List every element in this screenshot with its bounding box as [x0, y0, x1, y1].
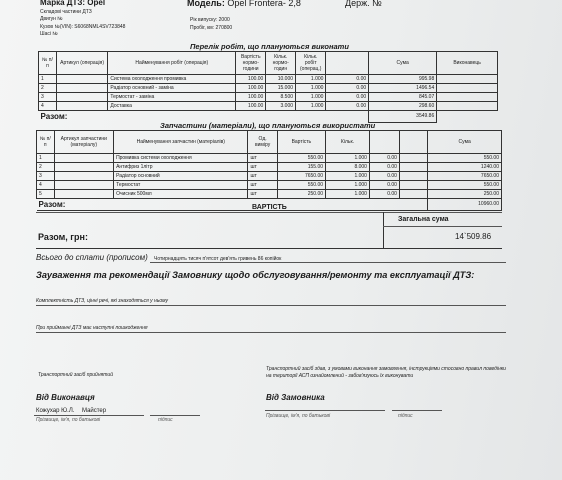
cell-sum: 550.00 — [428, 181, 502, 190]
cell-qty: 1.000 — [296, 84, 326, 93]
cell-price: 100.00 — [236, 75, 266, 84]
table-row — [39, 84, 498, 93]
year-row — [190, 17, 230, 23]
chassis-label: Шасі № — [40, 31, 58, 37]
cell-qty: 1.000 — [296, 75, 326, 84]
cell-name: Промивка системи охолодження — [114, 154, 248, 163]
cell-qty: 1.000 — [296, 93, 326, 102]
parts-table — [36, 130, 502, 211]
cell-n: 5 — [37, 190, 55, 199]
cell-empty — [399, 154, 427, 163]
razom-label: Разом, грн: — [38, 232, 88, 242]
cell-empty — [399, 190, 427, 199]
cell-name: Доставка — [108, 102, 236, 111]
cell-n: 2 — [37, 163, 55, 172]
cell-sum: 250.00 — [428, 190, 502, 199]
cell-n: 4 — [37, 181, 55, 190]
table-row — [39, 93, 498, 102]
executor-label: Від Виконавця — [36, 393, 95, 402]
works-total-label: Разом: — [39, 111, 369, 123]
cell-name: Очисник 500мл — [114, 190, 248, 199]
works-header-row — [39, 52, 498, 75]
remarks-title: Зауваження та рекомендації Замовнику щодо обслуговування/ремонту та експлуатації ДТЗ: — [36, 270, 475, 280]
works-col-header: Кільк. нормо-годин — [266, 52, 296, 75]
year-value: 2000 — [218, 17, 230, 23]
mileage-value: 270800 — [215, 25, 233, 31]
total-sum-label: Загальна сума — [398, 216, 449, 223]
cell-n: 1 — [39, 75, 57, 84]
cell-disc: 0.00 — [326, 84, 369, 93]
works-col-header: Сума — [369, 52, 437, 75]
body-row — [40, 24, 125, 30]
cell-hours: 3.000 — [266, 102, 296, 111]
right-note: Транспортний засіб здав, з умовами виконання замовлення, інструкціями стосовно правил поведінки на території АСП ознайомлений - забов'язуюсь їх виконувати — [266, 366, 506, 379]
cell-sum: 1240.00 — [428, 163, 502, 172]
cell-name: Термостат — [114, 181, 248, 190]
cell-sum: 1496.54 — [369, 84, 437, 93]
table-row — [39, 102, 498, 111]
cell-sum: 298.60 — [369, 102, 437, 111]
parts-col-header — [369, 131, 399, 154]
works-col-header — [326, 52, 369, 75]
cell-name: Термостат - заміна — [108, 93, 236, 102]
cell-code — [56, 75, 108, 84]
cell-disc: 0.00 — [326, 93, 369, 102]
damage-line — [36, 332, 506, 333]
cell-sum: 550.00 — [428, 154, 502, 163]
cell-disc: 0.00 — [326, 102, 369, 111]
cell-code — [54, 163, 113, 172]
cell-code — [56, 102, 108, 111]
cell-price: 100.00 — [236, 93, 266, 102]
mileage-label: Пробіг, км: — [190, 25, 215, 31]
words-label: Всього до сплати (прописом) — [36, 253, 148, 262]
brand-label: Марка ДТЗ: — [40, 0, 86, 7]
cost-sum-divider — [383, 226, 502, 227]
complect-label: Комплектність ДТЗ, цінні речі, які знаходяться у ньому — [36, 298, 169, 304]
cell-price: 100.00 — [236, 84, 266, 93]
parts-col-header: Кільк. — [326, 131, 370, 154]
parts-total-label: Разом: — [37, 199, 428, 211]
table-row — [37, 154, 502, 163]
complect-line — [36, 305, 506, 306]
works-col-header: № п/п — [39, 52, 57, 75]
model-value: Opel Frontera- 2,8 — [227, 0, 301, 8]
table-row — [39, 75, 498, 84]
works-col-header: Виконавець — [437, 52, 498, 75]
executor-sign-line — [150, 415, 200, 416]
left-note: Транспортний засіб прийнятий — [38, 372, 113, 378]
customer-label: Від Замовника — [266, 393, 325, 402]
cell-price: 155.00 — [277, 163, 325, 172]
cell-price: 550.00 — [277, 154, 325, 163]
customer-fio-line — [265, 410, 385, 411]
cell-n: 3 — [39, 93, 57, 102]
works-col-header: Кільк. робіт (операц.) — [296, 52, 326, 75]
table-row — [37, 163, 502, 172]
cell-disc: 0.00 — [369, 172, 399, 181]
cell-empty — [399, 172, 427, 181]
works-col-header: Найменування робіт (операція) — [108, 52, 236, 75]
cell-empty — [399, 163, 427, 172]
cell-code — [56, 84, 108, 93]
cell-disc: 0.00 — [326, 75, 369, 84]
dept-label: Складові частини ДТЗ — [40, 9, 92, 15]
year-label: Рік випуску: — [190, 17, 218, 23]
fio-caption-right: Прізвище, ім'я, по батькові — [266, 413, 331, 419]
model-label: Модель: — [187, 0, 225, 8]
body-label: Кузов №(VIN): — [40, 24, 73, 30]
cell-executor — [437, 75, 498, 84]
parts-title: Запчастини (матеріали), що плануються використати — [160, 121, 376, 130]
customer-sign-line — [392, 410, 442, 411]
parts-col-header: Найменування запчастин (матеріалів) — [114, 131, 248, 154]
cell-code — [54, 172, 113, 181]
cell-name: Антифриз 1літр — [114, 163, 248, 172]
cell-n: 2 — [39, 84, 57, 93]
model-row — [187, 0, 301, 8]
cell-name: Система охолодження промивка — [108, 75, 236, 84]
cell-code — [54, 181, 113, 190]
cell-code — [54, 154, 113, 163]
parts-col-header: № п/п — [37, 131, 55, 154]
brand-row — [40, 0, 105, 7]
damage-label: При прийманні ДТЗ має наступні пошкодження — [36, 325, 148, 331]
cell-qty: 1.000 — [326, 172, 370, 181]
words-line — [150, 262, 506, 263]
cell-price: 550.00 — [277, 181, 325, 190]
works-col-header: Вартість нормо-години — [236, 52, 266, 75]
works-table — [38, 51, 498, 123]
cell-qty: 1.000 — [326, 154, 370, 163]
parts-total-value: 10960.00 — [428, 199, 502, 211]
cell-n: 3 — [37, 172, 55, 181]
cell-price: 250.00 — [277, 190, 325, 199]
cell-unit: шт — [248, 163, 277, 172]
cell-qty: 1.000 — [296, 102, 326, 111]
cell-hours: 8.500 — [266, 93, 296, 102]
cell-qty: 1.000 — [326, 190, 370, 199]
parts-col-header: Од. виміру — [248, 131, 277, 154]
table-row — [37, 172, 502, 181]
cell-price: 100.00 — [236, 102, 266, 111]
parts-col-header: Артикул запчастини (матеріалу) — [54, 131, 113, 154]
engine-label: Двигун № — [40, 16, 63, 22]
cell-executor — [437, 102, 498, 111]
cell-disc: 0.00 — [369, 154, 399, 163]
fio-caption-left: Прізвище, ім'я, по батькові — [36, 417, 101, 423]
plate-label: Держ. № — [345, 0, 382, 8]
cell-sum: 7650.00 — [428, 172, 502, 181]
parts-col-header — [399, 131, 427, 154]
cell-empty — [399, 181, 427, 190]
cell-name: Радіатор основний - заміна — [108, 84, 236, 93]
works-title: Перелік робіт, що плануються виконати — [190, 42, 349, 51]
cell-executor — [437, 93, 498, 102]
cell-name: Радіатор основний — [114, 172, 248, 181]
body-value: S6068NML4SV723848 — [74, 24, 126, 30]
cell-code — [56, 93, 108, 102]
parts-col-header: Вартість — [277, 131, 325, 154]
cell-disc: 0.00 — [369, 190, 399, 199]
cell-disc: 0.00 — [369, 163, 399, 172]
cell-unit: шт — [248, 172, 277, 181]
cell-unit: шт — [248, 154, 277, 163]
works-col-header: Артикул (операція) — [56, 52, 108, 75]
cell-sum: 845.07 — [369, 93, 437, 102]
executor-name: Кожухар Ю.Л. — [36, 408, 75, 414]
table-row — [37, 181, 502, 190]
sign-caption-right: підпис — [398, 413, 413, 419]
words-value: Чотирнадцять тисяч п'ятсот дев'ять гривень 86 копійок — [154, 256, 282, 262]
sign-caption-left: підпис — [158, 417, 173, 423]
cell-unit: шт — [248, 190, 277, 199]
cell-unit: шт — [248, 181, 277, 190]
cell-qty: 8.000 — [326, 163, 370, 172]
cell-n: 1 — [37, 154, 55, 163]
cell-n: 4 — [39, 102, 57, 111]
cell-executor — [437, 84, 498, 93]
cell-hours: 15.000 — [266, 84, 296, 93]
parts-col-header: Сума — [428, 131, 502, 154]
cost-title: ВАРТІСТЬ — [252, 204, 287, 211]
cell-disc: 0.00 — [369, 181, 399, 190]
cell-code — [54, 190, 113, 199]
executor-fio-line — [34, 415, 144, 416]
cell-sum: 995.98 — [369, 75, 437, 84]
table-row — [37, 190, 502, 199]
executor-role: Майстер — [82, 408, 107, 414]
parts-header-row — [37, 131, 502, 154]
works-total-value: 3549.86 — [369, 111, 437, 123]
brand-value: Opel — [87, 0, 106, 7]
cell-price: 7650.00 — [277, 172, 325, 181]
mileage-row — [190, 25, 232, 31]
cell-hours: 10.000 — [266, 75, 296, 84]
razom-value: 14`509.86 — [455, 232, 492, 241]
cell-qty: 1.000 — [326, 181, 370, 190]
